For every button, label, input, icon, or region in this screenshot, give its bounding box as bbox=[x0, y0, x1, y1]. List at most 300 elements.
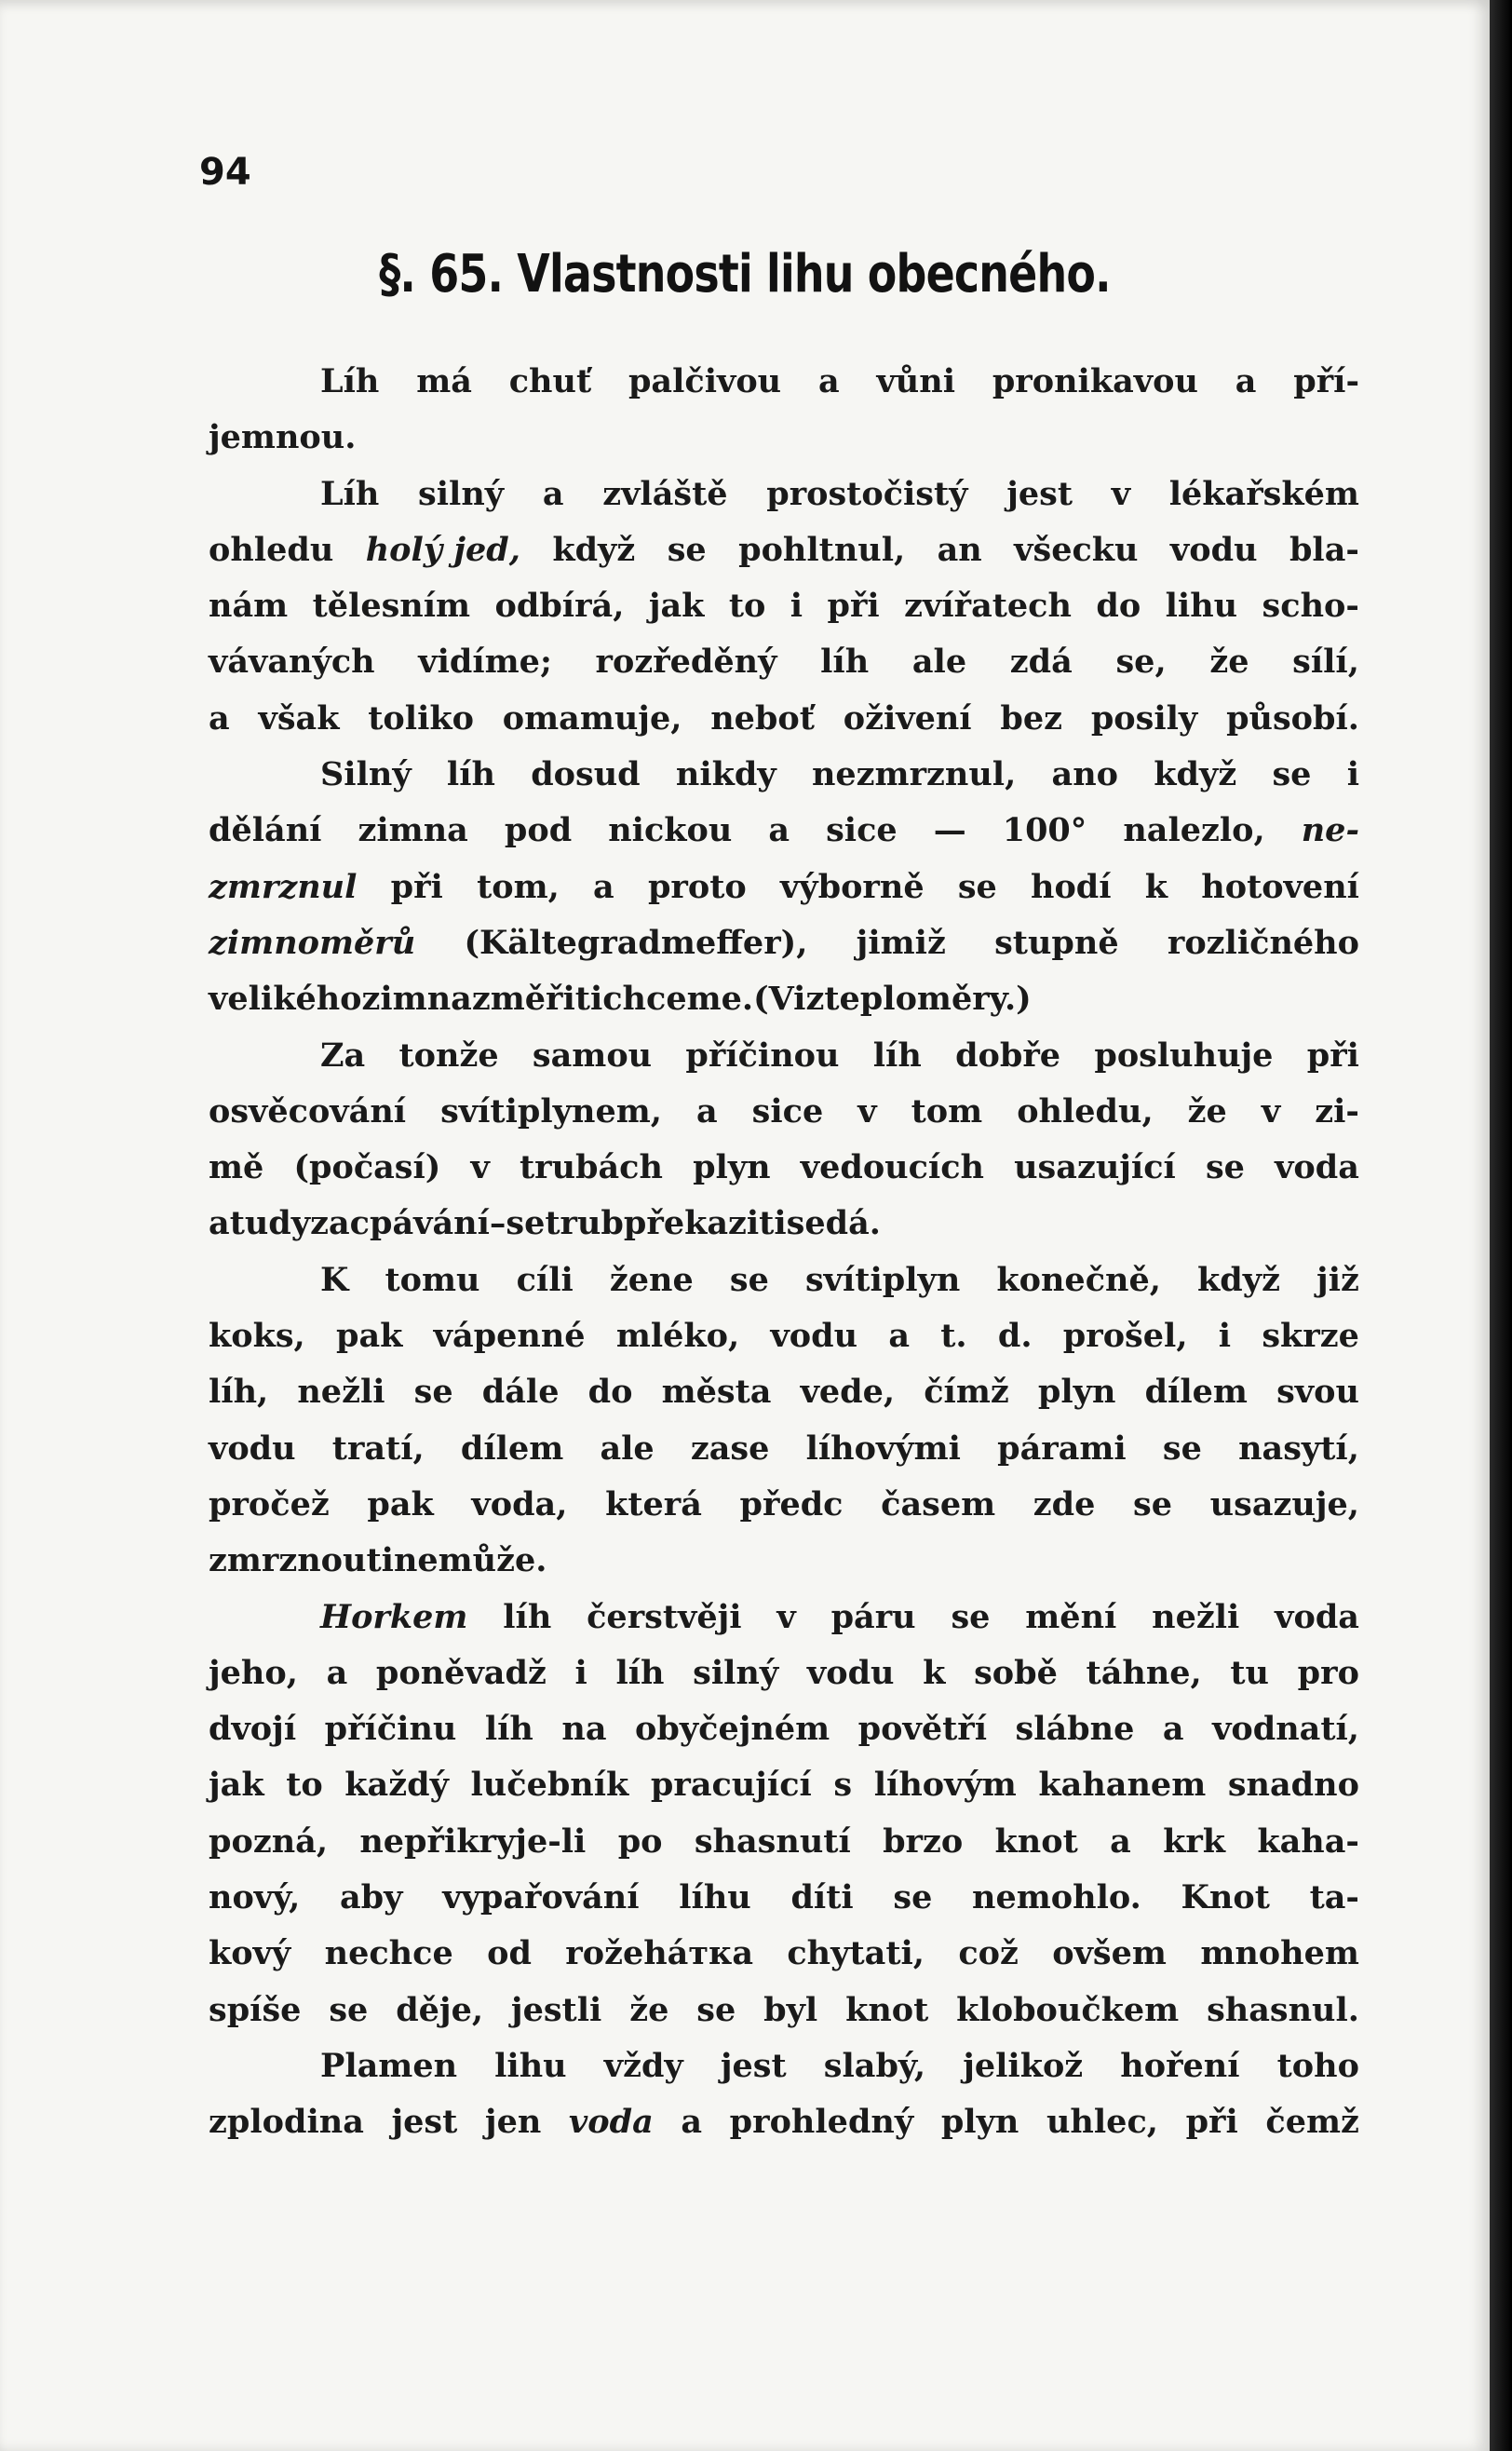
word: d. bbox=[997, 1317, 1033, 1356]
word: nasytí, bbox=[1238, 1429, 1359, 1468]
word: nickou bbox=[608, 811, 733, 850]
word: v bbox=[1261, 1091, 1281, 1131]
word: líh, bbox=[209, 1373, 269, 1412]
word: sice bbox=[751, 1091, 824, 1131]
word: byl bbox=[763, 1990, 818, 2029]
word: nám bbox=[209, 587, 289, 626]
word: dílem bbox=[460, 1429, 564, 1468]
text-line bbox=[209, 1757, 1359, 1813]
word: tom, bbox=[477, 867, 560, 906]
word: ohledu, bbox=[1017, 1091, 1154, 1131]
word: tonže bbox=[398, 1036, 499, 1075]
word: ovšem bbox=[1052, 1934, 1167, 1973]
word: neboť bbox=[710, 698, 815, 738]
word: pročež bbox=[209, 1484, 330, 1523]
word: nový, bbox=[209, 1878, 301, 1917]
word: líhovými bbox=[805, 1429, 961, 1468]
word: když bbox=[1154, 755, 1237, 794]
word: čerstvěji bbox=[587, 1597, 742, 1636]
word: usazující bbox=[1014, 1148, 1176, 1187]
text-line bbox=[209, 691, 1359, 747]
text-line bbox=[209, 2038, 1359, 2094]
word: nemohlo. bbox=[972, 1878, 1141, 1917]
word: kaha- bbox=[1257, 1821, 1359, 1861]
word: hodí bbox=[1031, 867, 1112, 906]
word: vodu bbox=[209, 1429, 296, 1468]
word: lihu bbox=[1165, 587, 1238, 626]
word: dvojí bbox=[209, 1710, 297, 1749]
word: líh bbox=[484, 1710, 533, 1749]
word: krk bbox=[1163, 1821, 1226, 1861]
word: pří- bbox=[1293, 362, 1359, 400]
word: při bbox=[827, 587, 880, 626]
text-line bbox=[209, 1196, 1359, 1252]
word: prošel, bbox=[1062, 1317, 1188, 1356]
text-line bbox=[209, 747, 1359, 803]
word: vždy bbox=[603, 2046, 683, 2085]
word: holý jed, bbox=[365, 530, 520, 569]
word: povětří bbox=[857, 1710, 987, 1749]
word: při bbox=[390, 867, 443, 906]
text-line bbox=[209, 1140, 1359, 1196]
word: vede, bbox=[800, 1373, 896, 1412]
word: svítiplyn bbox=[804, 1260, 961, 1299]
word: t. bbox=[940, 1317, 967, 1356]
word: bez bbox=[1000, 698, 1063, 738]
word: — bbox=[933, 811, 966, 850]
word: nepřikryje-li bbox=[359, 1821, 587, 1861]
word: se bbox=[786, 1204, 826, 1243]
word: a bbox=[209, 698, 230, 738]
word: vodnatí, bbox=[1212, 1710, 1359, 1749]
word: párami bbox=[997, 1429, 1127, 1468]
word: ano bbox=[1051, 755, 1119, 794]
word: zimnoměrů bbox=[209, 923, 416, 962]
word: sice bbox=[826, 811, 898, 850]
word: předc bbox=[739, 1484, 844, 1523]
word: se bbox=[951, 1597, 991, 1636]
text-line bbox=[209, 1701, 1359, 1757]
word: usazuje, bbox=[1209, 1484, 1359, 1523]
word: nikdy bbox=[675, 755, 776, 794]
word: lékařském bbox=[1168, 474, 1359, 513]
word: tělesním bbox=[312, 587, 471, 626]
word: silný bbox=[693, 1653, 779, 1692]
word: slabý, bbox=[823, 2046, 926, 2085]
word: vůni bbox=[876, 362, 955, 400]
word: čímž bbox=[924, 1373, 1009, 1412]
word: mění bbox=[1025, 1597, 1117, 1636]
word: zde bbox=[1033, 1484, 1096, 1523]
word: (Kältegradmeffer), bbox=[464, 923, 808, 962]
word: jimiž bbox=[856, 923, 946, 962]
text-line bbox=[209, 578, 1359, 634]
text-line bbox=[209, 1253, 1359, 1308]
word: slábne bbox=[1015, 1710, 1135, 1749]
word: příčinou bbox=[685, 1036, 840, 1075]
text-line bbox=[209, 915, 1359, 971]
word: 100° bbox=[1002, 811, 1087, 850]
word: překaziti bbox=[623, 1204, 787, 1243]
word: poněvadž bbox=[375, 1653, 547, 1692]
word: kový bbox=[209, 1934, 291, 1973]
text-line bbox=[209, 2094, 1359, 2150]
word: příčinu bbox=[324, 1710, 457, 1749]
word: a bbox=[326, 1653, 348, 1692]
word: všecku bbox=[1014, 530, 1139, 569]
text-line bbox=[209, 1084, 1359, 1140]
word: se bbox=[667, 530, 707, 569]
text-line bbox=[209, 634, 1359, 690]
word: se bbox=[413, 1373, 453, 1412]
word: se bbox=[696, 1990, 736, 2029]
word: tom bbox=[911, 1091, 983, 1131]
word: která bbox=[605, 1484, 702, 1523]
word: pro bbox=[1297, 1653, 1359, 1692]
word: Líh bbox=[320, 474, 380, 513]
word: líhu bbox=[679, 1878, 751, 1917]
word: dosud bbox=[531, 755, 641, 794]
text-line bbox=[209, 354, 1359, 410]
word: líhovým bbox=[873, 1766, 1017, 1805]
word: nežli bbox=[1152, 1597, 1240, 1636]
word: že bbox=[629, 1990, 669, 2029]
text-line bbox=[209, 1645, 1359, 1701]
word: zvláště bbox=[602, 474, 728, 513]
text-line bbox=[209, 1926, 1359, 1982]
word: velikého bbox=[209, 980, 362, 1019]
word: k bbox=[1144, 867, 1168, 906]
word: lihu bbox=[494, 2046, 567, 2085]
word: K bbox=[320, 1260, 349, 1299]
word: Plamen bbox=[320, 2046, 458, 2085]
text-line bbox=[209, 1590, 1359, 1645]
word: pracující bbox=[650, 1766, 812, 1805]
word: jest bbox=[720, 2046, 787, 2085]
word: shasnul. bbox=[1207, 1990, 1359, 2029]
word: nemůže. bbox=[393, 1541, 547, 1580]
word: dobře bbox=[955, 1036, 1061, 1075]
word: se bbox=[1133, 1484, 1173, 1523]
word: knot bbox=[994, 1821, 1078, 1861]
word: že bbox=[1209, 643, 1249, 682]
word: jelikož bbox=[963, 2046, 1084, 2085]
text-line bbox=[209, 1028, 1359, 1084]
word: působí. bbox=[1226, 698, 1359, 738]
word: a bbox=[1162, 1710, 1184, 1749]
word: vodu bbox=[806, 1653, 895, 1692]
word: aby bbox=[340, 1878, 403, 1917]
section-title: §. 65. Vlastnosti lihu obecného. bbox=[379, 244, 1111, 305]
word: města bbox=[661, 1373, 772, 1412]
word: silný bbox=[418, 474, 505, 513]
word: se bbox=[1162, 1429, 1202, 1468]
word: což bbox=[958, 1934, 1019, 1973]
word: Silný bbox=[320, 755, 412, 794]
word: vidíme; bbox=[418, 643, 552, 682]
word: s bbox=[833, 1766, 853, 1805]
word: a bbox=[817, 362, 840, 400]
word: a bbox=[768, 811, 790, 850]
word: do bbox=[1096, 587, 1141, 626]
word: posluhuje bbox=[1094, 1036, 1274, 1075]
word: zimna bbox=[358, 811, 468, 850]
word: pak bbox=[367, 1484, 434, 1523]
word: od bbox=[487, 1934, 532, 1973]
word: a bbox=[209, 1204, 230, 1243]
word: teploměry.) bbox=[824, 980, 1032, 1019]
word: vedoucích bbox=[800, 1148, 984, 1187]
text-line bbox=[209, 860, 1359, 915]
word: zmrznouti bbox=[209, 1541, 394, 1580]
word: trubách bbox=[519, 1148, 663, 1187]
word: nalezlo, bbox=[1123, 811, 1265, 850]
word: zmrznul bbox=[209, 867, 358, 906]
word: plyn bbox=[1037, 1373, 1116, 1412]
word: skrze bbox=[1262, 1317, 1359, 1356]
word: omamuje, bbox=[502, 698, 682, 738]
word: každý bbox=[344, 1766, 449, 1805]
word: brzo bbox=[883, 1821, 964, 1861]
word: sílí, bbox=[1292, 643, 1359, 682]
text-line bbox=[209, 971, 1359, 1027]
word: ohledu bbox=[209, 530, 334, 569]
word: toliko bbox=[368, 698, 474, 738]
word: i bbox=[1346, 755, 1359, 794]
word: samou bbox=[532, 1036, 653, 1075]
word: voda bbox=[1275, 1148, 1359, 1187]
word: se bbox=[957, 867, 997, 906]
word: proto bbox=[647, 867, 747, 906]
word: Líh bbox=[320, 362, 380, 400]
word: i bbox=[1218, 1317, 1232, 1356]
word: vápenné bbox=[433, 1317, 586, 1356]
word: cíli bbox=[516, 1260, 574, 1299]
word: sobě bbox=[974, 1653, 1058, 1692]
word: na bbox=[561, 1710, 607, 1749]
word: rozředěný bbox=[595, 643, 777, 682]
word: tomu bbox=[385, 1260, 480, 1299]
body-text bbox=[209, 354, 1359, 2151]
word: zvířatech bbox=[904, 587, 1072, 626]
word: nechce bbox=[324, 1934, 453, 1973]
word: pronikavou bbox=[992, 362, 1198, 400]
word: a bbox=[1110, 1821, 1131, 1861]
word: odbírá, bbox=[494, 587, 625, 626]
word: svou bbox=[1276, 1373, 1359, 1412]
word: jeho, bbox=[209, 1653, 298, 1692]
word: líh bbox=[872, 1036, 922, 1075]
word: chceme. bbox=[602, 980, 754, 1019]
word: chuť bbox=[508, 362, 592, 400]
word: voda bbox=[1275, 1597, 1359, 1636]
word: a bbox=[681, 2103, 703, 2142]
text-line bbox=[209, 1870, 1359, 1926]
word: pod bbox=[504, 811, 573, 850]
word: líh bbox=[615, 1653, 665, 1692]
word: zase bbox=[690, 1429, 770, 1468]
word: zplodina bbox=[209, 2103, 364, 2142]
word: i bbox=[574, 1653, 587, 1692]
word: hotovení bbox=[1201, 867, 1359, 906]
word: bla- bbox=[1289, 530, 1359, 569]
word: nežli bbox=[297, 1373, 385, 1412]
word: děje, bbox=[396, 1990, 484, 2029]
text-line bbox=[209, 1533, 1359, 1589]
word: toho bbox=[1276, 2046, 1359, 2085]
word: koks, bbox=[209, 1317, 305, 1356]
word: zi- bbox=[1315, 1091, 1359, 1131]
word: kahanem bbox=[1038, 1766, 1207, 1805]
word: scho- bbox=[1262, 587, 1359, 626]
word: i bbox=[790, 587, 803, 626]
word: změřiti bbox=[471, 980, 603, 1019]
word: časem bbox=[881, 1484, 996, 1523]
word: vodu bbox=[770, 1317, 858, 1356]
text-line bbox=[209, 1308, 1359, 1364]
word: tratí, bbox=[331, 1429, 425, 1468]
word: jestli bbox=[510, 1990, 602, 2029]
word: obyčejném bbox=[635, 1710, 830, 1749]
word: trub bbox=[545, 1204, 624, 1243]
word: vodu bbox=[1169, 530, 1258, 569]
word: vypařování bbox=[442, 1878, 640, 1917]
word: a bbox=[888, 1317, 911, 1356]
word: plyn bbox=[693, 1148, 771, 1187]
word: v bbox=[1111, 474, 1131, 513]
word: již bbox=[1316, 1260, 1359, 1299]
word: a bbox=[695, 1091, 718, 1131]
word: Za bbox=[320, 1036, 366, 1075]
word: palčivou bbox=[628, 362, 782, 400]
word: do bbox=[587, 1373, 633, 1412]
word: se bbox=[1272, 755, 1312, 794]
word: jest bbox=[391, 2103, 458, 2142]
word: když bbox=[552, 530, 636, 569]
text-line bbox=[209, 1477, 1359, 1533]
word: rozličného bbox=[1167, 923, 1359, 962]
word: jen bbox=[484, 2103, 542, 2142]
word: když bbox=[1197, 1260, 1280, 1299]
word: Knot bbox=[1181, 1878, 1270, 1917]
word: spíše bbox=[209, 1990, 302, 2029]
word: zacpávání–se bbox=[310, 1204, 546, 1243]
word: nezmrznul, bbox=[811, 755, 1017, 794]
word: a bbox=[593, 867, 614, 906]
word: Horkem bbox=[320, 1597, 468, 1636]
word: se bbox=[893, 1878, 933, 1917]
word: ta- bbox=[1309, 1878, 1359, 1917]
word: žene bbox=[609, 1260, 694, 1299]
word: a bbox=[1235, 362, 1257, 400]
word: osvěcování bbox=[209, 1091, 407, 1131]
text-line bbox=[209, 1814, 1359, 1870]
word: svítiplynem, bbox=[440, 1091, 662, 1131]
word: hoření bbox=[1120, 2046, 1240, 2085]
word: páru bbox=[830, 1597, 916, 1636]
word: ale bbox=[600, 1429, 655, 1468]
word: při bbox=[1306, 1036, 1359, 1075]
word: lučebník bbox=[470, 1766, 629, 1805]
word: snadno bbox=[1227, 1766, 1359, 1805]
word: pak bbox=[336, 1317, 403, 1356]
word: (počasí) bbox=[293, 1148, 441, 1187]
word: výborně bbox=[779, 867, 925, 906]
word: v bbox=[857, 1091, 877, 1131]
word: tudy bbox=[229, 1204, 311, 1243]
word: prostočistý bbox=[766, 474, 968, 513]
word: tu bbox=[1230, 1653, 1270, 1692]
word: líh bbox=[446, 755, 495, 794]
word: ne- bbox=[1301, 811, 1359, 850]
word: v bbox=[776, 1597, 796, 1636]
text-line bbox=[209, 803, 1359, 859]
word: po bbox=[617, 1821, 663, 1861]
word: chytati, bbox=[787, 1934, 925, 1973]
word: uhlec, bbox=[1046, 2103, 1158, 2142]
text-line bbox=[209, 1421, 1359, 1477]
word: kloboučkem bbox=[956, 1990, 1180, 2029]
word: mě bbox=[209, 1148, 264, 1187]
word: čemž bbox=[1265, 2103, 1359, 2142]
word: líh bbox=[820, 643, 870, 682]
word: zimna bbox=[361, 980, 472, 1019]
text-line bbox=[209, 522, 1359, 578]
word: mnohem bbox=[1200, 1934, 1359, 1973]
page-edge-shadow bbox=[1490, 0, 1512, 2451]
word: pozná, bbox=[209, 1821, 329, 1861]
word: se bbox=[329, 1990, 369, 2029]
word: posily bbox=[1090, 698, 1198, 738]
word: prohledný bbox=[729, 2103, 914, 2142]
word: že bbox=[1187, 1091, 1227, 1131]
word: (Viz bbox=[753, 980, 825, 1019]
word: při bbox=[1185, 2103, 1238, 2142]
word: jak bbox=[648, 587, 705, 626]
word: mléko, bbox=[615, 1317, 740, 1356]
text-line bbox=[209, 467, 1359, 522]
word: táhne, bbox=[1086, 1653, 1202, 1692]
word: dělání bbox=[209, 811, 322, 850]
word: oživení bbox=[843, 698, 972, 738]
word: zdá bbox=[1009, 643, 1073, 682]
word: dílem bbox=[1144, 1373, 1248, 1412]
word: dá. bbox=[825, 1204, 881, 1243]
word: to bbox=[286, 1766, 323, 1805]
word: dále bbox=[481, 1373, 560, 1412]
word: díti bbox=[790, 1878, 854, 1917]
page-number: 94 bbox=[199, 151, 251, 194]
word: jemnou. bbox=[209, 418, 357, 457]
word: však bbox=[258, 698, 340, 738]
word: an bbox=[937, 530, 982, 569]
word: shasnutí bbox=[694, 1821, 851, 1861]
word: a bbox=[542, 474, 564, 513]
word: se bbox=[729, 1260, 769, 1299]
word: se, bbox=[1115, 643, 1167, 682]
word: líh bbox=[503, 1597, 552, 1636]
word: knot bbox=[845, 1990, 929, 2029]
text-line bbox=[209, 1364, 1359, 1420]
text-line bbox=[209, 1983, 1359, 2038]
word: jest bbox=[1006, 474, 1073, 513]
word: jak bbox=[209, 1766, 264, 1805]
word: stupně bbox=[994, 923, 1119, 962]
word: v bbox=[470, 1148, 490, 1187]
word: k bbox=[923, 1653, 946, 1692]
word: konečně, bbox=[996, 1260, 1161, 1299]
word: to bbox=[728, 587, 766, 626]
